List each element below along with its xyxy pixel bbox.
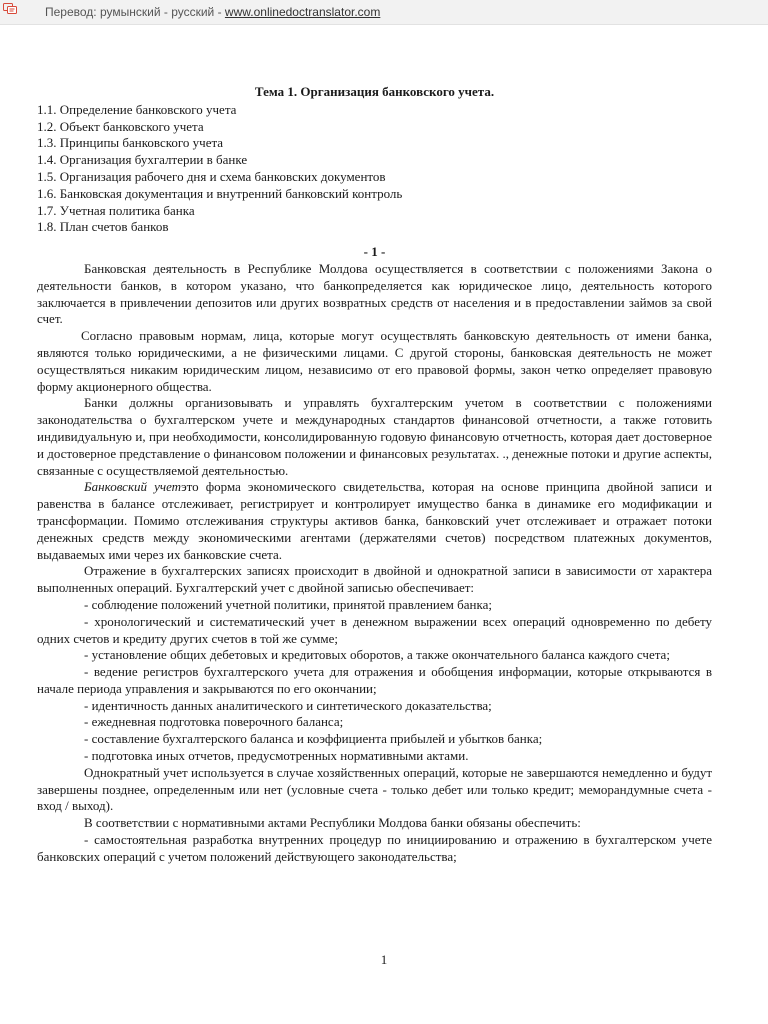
- paragraph: Согласно правовым нормам, лица, которые могут осуществлять банковскую деятельность от имени банка, являются только юридическими, а не физическими лицами. С другой стороны, банковская деятельность не может осуществляться никаким юридическим лицом, независимо от его правовой формы, закон четко определяет правовую форму акционерного общества.: [37, 328, 712, 394]
- toc-item: 1.7. Учетная политика банка: [37, 202, 195, 218]
- translator-banner-prefix: Перевод: румынский - русский -: [45, 5, 225, 19]
- paragraph: Банки должны организовывать и управлять бухгалтерским учетом в соответствии с положениями законодательства о бухгалтерском учете и международных стандартов финансовой отчетности, а также готовить индивидуальную и, при необходимости, консолидированную годовую финансовую отчетность, которая дает достоверное и достоверное представление о финансовом положении и финансовых результатах. ., денежные потоки и другие аспекты, связанные с осуществляемой деятельностью.: [37, 395, 712, 478]
- paragraph: Однократный учет используется в случае хозяйственных операций, которые не завершаются немедленно и будут завершены позднее, определенным или нет (условные счета - только дебет или только кредит; меморандумные счета - вход / выход).: [37, 764, 712, 814]
- table-of-contents: [37, 102, 712, 236]
- list-item: - соблюдение положений учетной политики, принятой правлением банка;: [84, 596, 492, 612]
- paragraph-text: это форма экономического свидетельства, которая на основе принципа двойной записи и равенства в балансе отслеживает, регистрирует и контролирует имущество банка в динамике его модификации и трансформации. Помимо отслеживания структуры активов банка, банковский учет отслеживает и отражает потоки денежных средств между экономическими агентами (держателями счетов) посредством платежных документов, выдаваемых ими через их банковские счета.: [37, 479, 712, 562]
- document-title: Тема 1. Организация банковского учета.: [254, 84, 495, 99]
- translator-link[interactable]: www.onlinedoctranslator.com: [224, 5, 381, 19]
- list-item: - установление общих дебетовых и кредитовых оборотов, а также окончательного баланса каждого счета;: [84, 647, 670, 663]
- list-item: - самостоятельная разработка внутренних процедур по инициированию и отражению в бухгалтерском учете банковских операций с учетом положений действующего законодательства;: [37, 832, 712, 864]
- paragraph: Отражение в бухгалтерских записях происходит в двойной и однократной записи в зависимости от характера выполненных операций. Бухгалтерский учет с двойной записью обеспечивает:: [37, 563, 712, 596]
- section-marker: - 1 -: [363, 244, 386, 260]
- toc-item: 1.2. Объект банковского учета: [37, 118, 204, 134]
- list-item: - составление бухгалтерского баланса и коэффициента прибылей и убытков банка;: [84, 731, 543, 747]
- paragraph: [37, 479, 712, 563]
- translator-banner-text: [45, 5, 380, 19]
- toc-item: 1.8. План счетов банков: [37, 219, 169, 235]
- term-italic: Банковский учет: [84, 479, 182, 495]
- toc-item: 1.3. Принципы банковского учета: [37, 135, 224, 151]
- list-item: - ежедневная подготовка поверочного баланса;: [84, 714, 344, 730]
- paragraph: В соответствии с нормативными актами Республики Молдова банки обязаны обеспечить:: [84, 815, 581, 831]
- toc-item: 1.5. Организация рабочего дня и схема банковских документов: [37, 168, 386, 184]
- document-page: [37, 84, 712, 866]
- list-item: - идентичность данных аналитического и синтетического доказательства;: [84, 697, 492, 713]
- list-item: - подготовка иных отчетов, предусмотренных нормативными актами.: [84, 748, 469, 764]
- paragraph: Банковская деятельность в Республике Молдова осуществляется в соответствии с положениями Закона о деятельности банков, в котором указано, что банкопределяется как юридическое лицо, деятельность которого заключается в привлечении депозитов или других возвратных средств от населения и в предоставлении займов за свой счет.: [37, 260, 712, 327]
- translator-logo-icon: [3, 3, 17, 14]
- toc-item: 1.1. Определение банковского учета: [37, 101, 237, 117]
- page-number: 1: [380, 952, 388, 967]
- toc-item: 1.6. Банковская документация и внутренний банковский контроль: [37, 185, 403, 201]
- list-item: - хронологический и систематический учет в денежном выражении всех операций одновременно по дебету одних счетов и кредиту других счетов в той же сумме;: [37, 613, 712, 646]
- translator-banner: [0, 0, 768, 25]
- toc-item: 1.4. Организация бухгалтерии в банке: [37, 152, 248, 168]
- list-item: - ведение регистров бухгалтерского учета для отражения и обобщения информации, которые открываются в начале периода управления и закрываются по его окончании;: [37, 664, 712, 696]
